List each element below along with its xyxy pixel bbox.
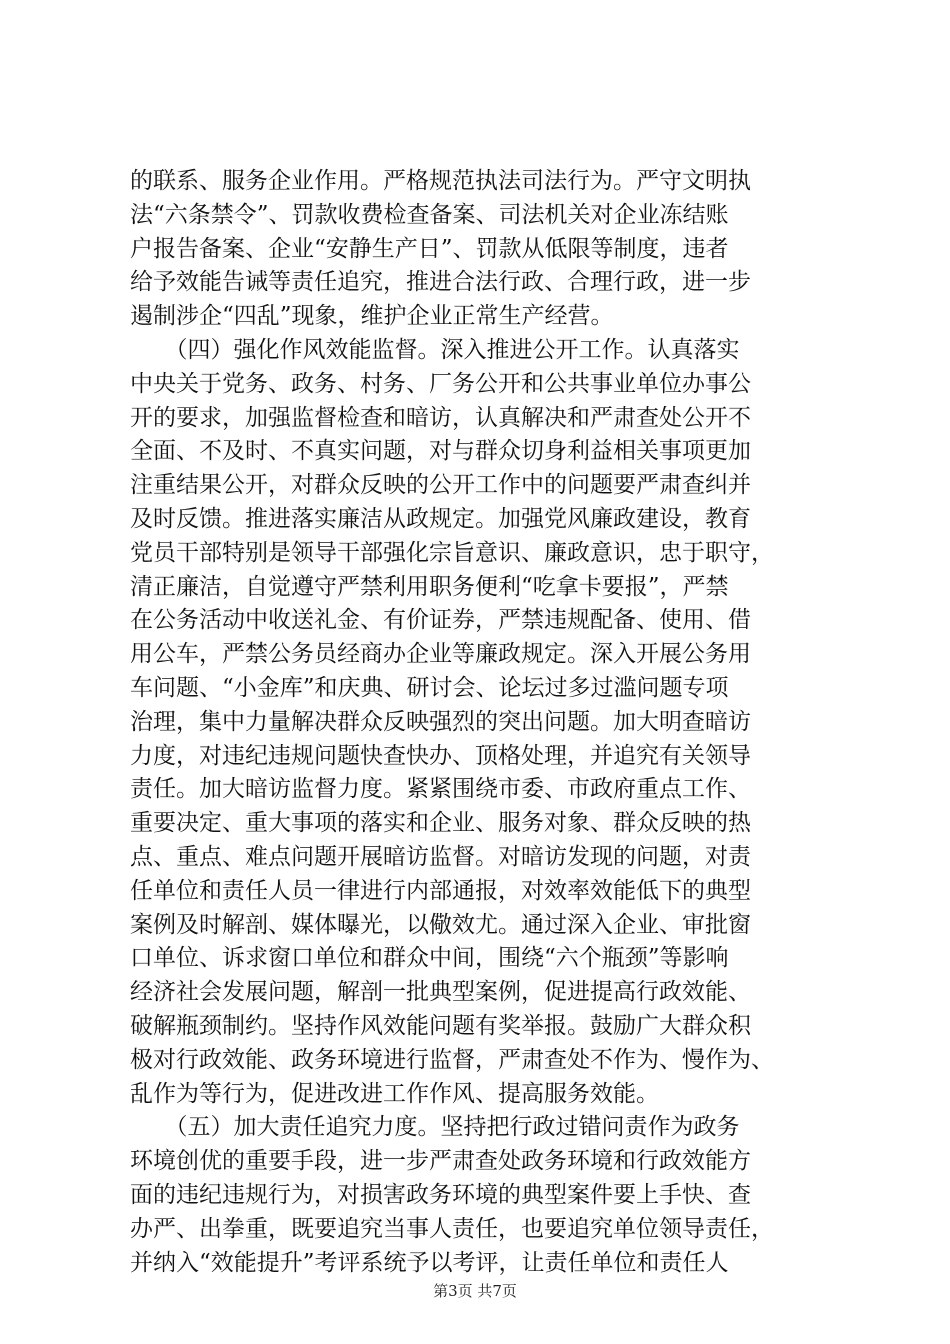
- text-line: 法“六条禁令”、罚款收费检查备案、司法机关对企业冻结账: [130, 201, 729, 228]
- text-line: 乱作为等行为，促进改进工作作风、提高服务效能。: [130, 1080, 659, 1107]
- text-line: 中央关于党务、政务、村务、厂务公开和公共事业单位办事公: [130, 370, 751, 397]
- text-line: 任单位和责任人员一律进行内部通报，对效率效能低下的典型: [130, 877, 751, 904]
- text-line: 力度，对违纪违规问题快查快办、顶格处理，并追究有关领导: [130, 742, 751, 769]
- text-line: 极对行政效能、政务环境进行监督，严肃查处不作为、慢作为、: [130, 1046, 774, 1073]
- text-line: 清正廉洁，自觉遵守严禁利用职务便利“吃拿卡要报”，严禁: [130, 573, 729, 600]
- text-line: 治理，集中力量解决群众反映强烈的突出问题。加大明查暗访: [130, 708, 751, 735]
- body-text: [130, 165, 830, 1280]
- text-line: 面的违纪违规行为，对损害政务环境的典型案件要上手快、查: [130, 1181, 751, 1208]
- text-line: 并纳入“效能提升”考评系统予以考评，让责任单位和责任人: [130, 1249, 729, 1276]
- text-line: 责任。加大暗访监督力度。紧紧围绕市委、市政府重点工作、: [130, 776, 751, 803]
- text-line: 给予效能告诫等责任追究，推进合法行政、合理行政，进一步: [130, 269, 751, 296]
- text-line: 车问题、“小金库”和庆典、研讨会、论坛过多过滥问题专项: [130, 674, 729, 701]
- text-line: 的联系、服务企业作用。严格规范执法司法行为。严守文明执: [130, 168, 751, 194]
- text-line: 党员干部特别是领导干部强化宗旨意识、廉政意识，忠于职守，: [130, 539, 774, 566]
- page-number-footer: 第3页 共7页: [433, 1282, 517, 1300]
- text-line: 遏制涉企“四乱”现象，维护企业正常生产经营。: [130, 303, 614, 330]
- text-line: （五）加大责任追究力度。坚持把行政过错问责作为政务: [130, 1114, 740, 1141]
- text-line: 户报告备案、企业“安静生产日”、罚款从低限等制度，违者: [130, 235, 729, 262]
- text-line: 全面、不及时、不真实问题，对与群众切身利益相关事项更加: [130, 438, 751, 465]
- text-line: 口单位、诉求窗口单位和群众中间，围绕“六个瓶颈”等影响: [130, 945, 729, 972]
- text-line: 办严、出拳重，既要追究当事人责任，也要追究单位领导责任，: [130, 1215, 774, 1242]
- text-line: 点、重点、难点问题开展暗访监督。对暗访发现的问题，对责: [130, 843, 751, 870]
- text-line: 注重结果公开，对群众反映的公开工作中的问题要严肃查纠并: [130, 472, 751, 499]
- text-line: 用公车，严禁公务员经商办企业等廉政规定。深入开展公务用: [130, 641, 751, 668]
- text-line: 在公务活动中收送礼金、有价证券，严禁违规配备、使用、借: [130, 607, 751, 634]
- text-line: 重要决定、重大事项的落实和企业、服务对象、群众反映的热: [130, 810, 751, 837]
- text-line: 案例及时解剖、媒体曝光，以儆效尤。通过深入企业、审批窗: [130, 911, 751, 938]
- text-line: 开的要求，加强监督检查和暗访，认真解决和严肃查处公开不: [130, 404, 751, 431]
- text-line: 环境创优的重要手段，进一步严肃查处政务环境和行政效能方: [130, 1148, 751, 1175]
- text-line: 及时反馈。推进落实廉洁从政规定。加强党风廉政建设，教育: [130, 505, 751, 532]
- text-line: 经济社会发展问题，解剖一批典型案例，促进提高行政效能、: [130, 979, 751, 1006]
- text-line: 破解瓶颈制约。坚持作风效能问题有奖举报。鼓励广大群众积: [130, 1012, 751, 1039]
- text-line: （四）强化作风效能监督。深入推进公开工作。认真落实: [130, 336, 740, 363]
